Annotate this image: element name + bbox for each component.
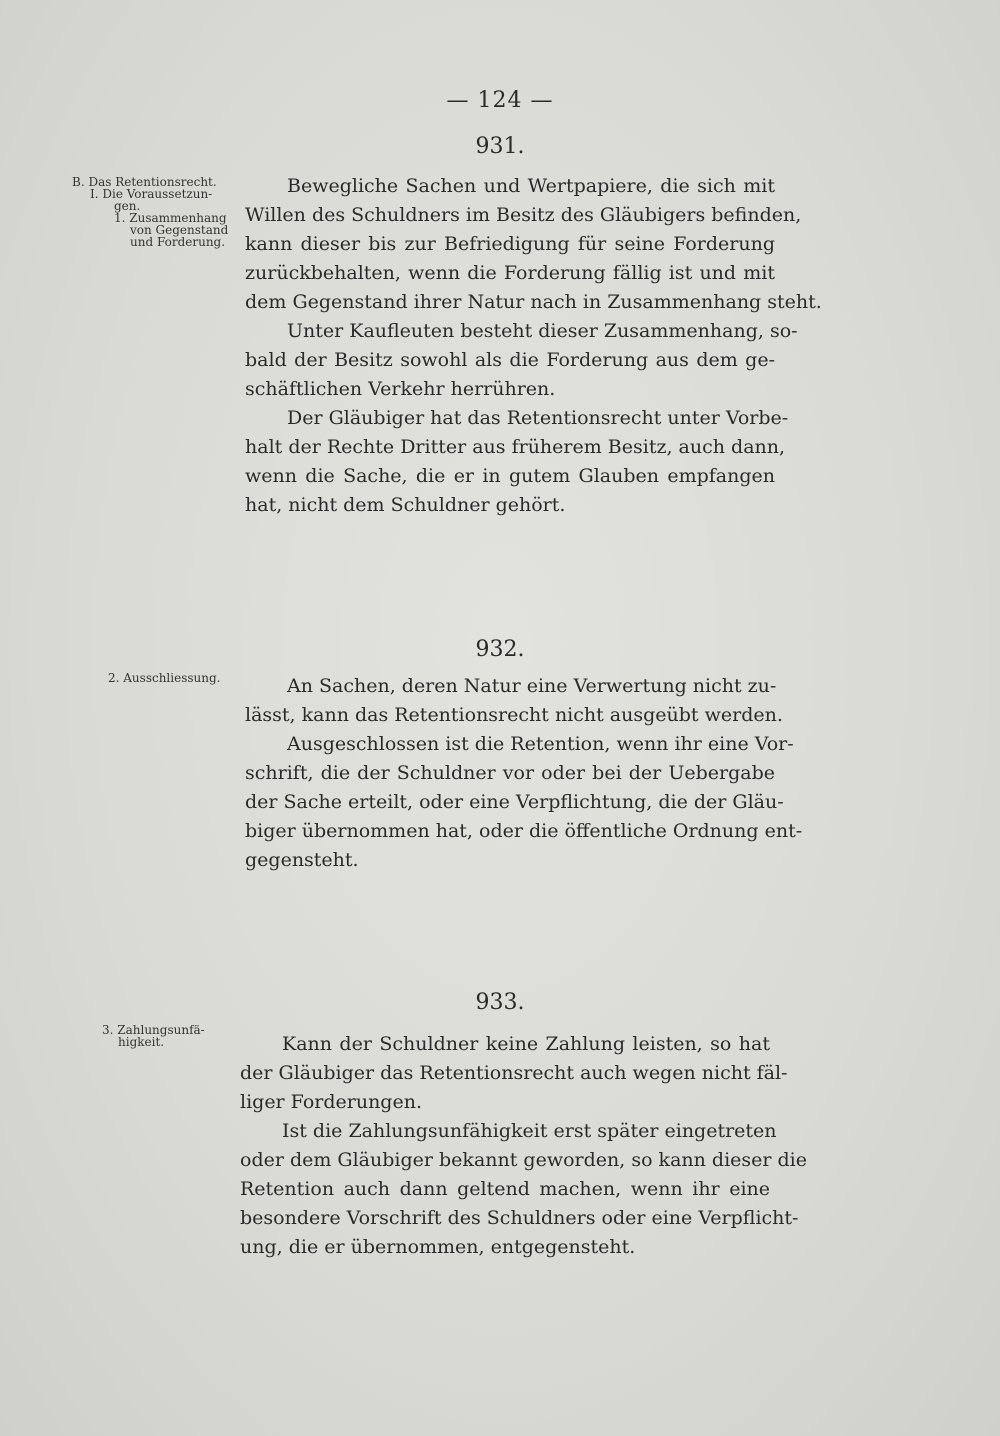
text-line: Ist die Zahlungsunfähigkeit erst später eingetreten (282, 1120, 777, 1142)
text-line: der Gläubiger das Retentionsrecht auch wegen nicht fäl- (240, 1062, 788, 1084)
text-line: liger Forderungen. (240, 1091, 422, 1113)
paragraph (245, 672, 803, 875)
text-line: Ausgeschlossen ist die Retention, wenn ihr eine Vor- (287, 733, 794, 755)
text-line: gegensteht. (245, 849, 359, 871)
article-number-932: 932. (475, 637, 525, 662)
paragraph (240, 1030, 807, 1262)
text-line: An Sachen, deren Natur eine Verwertung nicht zu- (287, 675, 777, 697)
margin-line: 3. Zahlungsunfä- (102, 1023, 205, 1037)
text-line: Retention auch dann geltend machen, wenn ihr eine (240, 1178, 770, 1200)
page-number: — 124 — (446, 88, 554, 113)
margin-line: 2. Ausschliessung. (108, 671, 221, 685)
text-line: ung, die er übernommen, entgegensteht. (240, 1236, 636, 1258)
text-line: dem Gegenstand ihrer Natur nach in Zusammenhang steht. (245, 291, 822, 313)
margin-line: B. Das Retentionsrecht. (72, 175, 217, 189)
text-line: schäftlichen Verkehr herrühren. (245, 378, 556, 400)
text-line: besondere Vorschrift des Schuldners oder eine Verpflicht- (240, 1207, 799, 1229)
margin-line: von Gegenstand (130, 223, 229, 237)
article-number-931: 931. (475, 134, 525, 159)
margin-line: I. Die Voraussetzun- (90, 187, 213, 201)
text-line: bald der Besitz sowohl als die Forderung aus dem ge- (245, 349, 775, 371)
margin-note-932 (62, 672, 237, 684)
text-line: lässt, kann das Retentionsrecht nicht ausgeübt werden. (245, 704, 783, 726)
text-line: zurückbehalten, wenn die Forderung fällig ist und mit (245, 262, 775, 284)
text-line: Bewegliche Sachen und Wertpapiere, die sich mit (287, 175, 775, 197)
text-line: oder dem Gläubiger bekannt geworden, so kann dieser die (240, 1149, 807, 1171)
text-line: der Sache erteilt, oder eine Verpflichtung, die der Gläu- (245, 791, 784, 813)
paragraph (245, 172, 822, 520)
margin-line: 1. Zusammenhang (114, 211, 227, 225)
margin-line: higkeit. (118, 1035, 165, 1049)
text-line: biger übernommen hat, oder die öffentliche Ordnung ent- (245, 820, 803, 842)
margin-note-931 (62, 176, 237, 248)
text-line: Willen des Schuldners im Besitz des Gläubigers befinden, (245, 204, 802, 226)
text-line: Unter Kaufleuten besteht dieser Zusammenhang, so- (287, 320, 798, 342)
article-number-933: 933. (475, 990, 525, 1015)
text-line: hat, nicht dem Schuldner gehört. (245, 494, 566, 516)
text-line: Kann der Schuldner keine Zahlung leisten, so hat (282, 1033, 770, 1055)
text-line: halt der Rechte Dritter aus früherem Besitz, auch dann, (245, 436, 786, 458)
text-line: Der Gläubiger hat das Retentionsrecht unter Vorbe- (287, 407, 789, 429)
text-line: schrift, die der Schuldner vor oder bei der Uebergabe (245, 762, 775, 784)
margin-note-933 (62, 1024, 237, 1048)
text-line: kann dieser bis zur Befriedigung für seine Forderung (245, 233, 775, 255)
text-line: wenn die Sache, die er in gutem Glauben empfangen (245, 465, 775, 487)
margin-line: und Forderung. (130, 235, 226, 249)
margin-line: gen. (114, 199, 141, 213)
